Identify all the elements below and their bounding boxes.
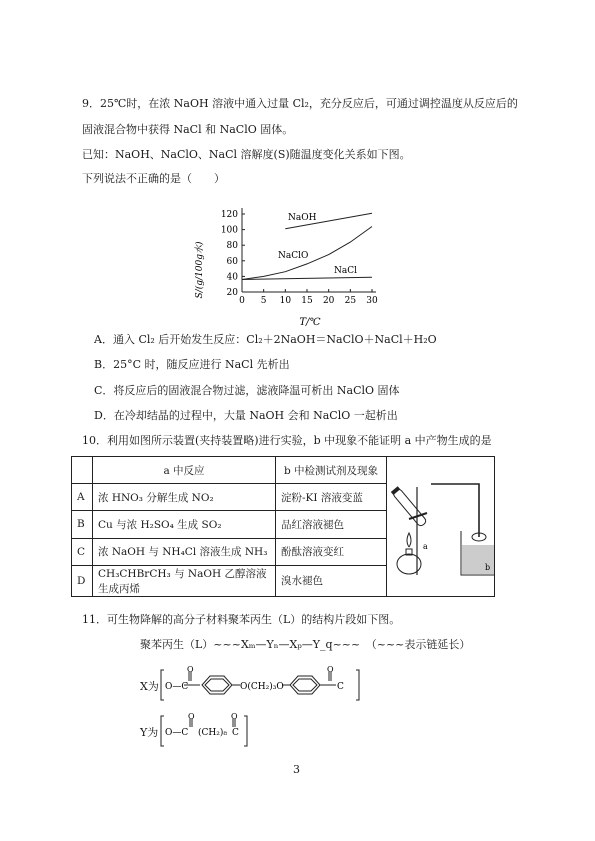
q9-line4: 下列说法不正确的是（ ）	[82, 172, 225, 185]
svg-text:O—C: O—C	[165, 728, 189, 738]
svg-text:O: O	[188, 712, 195, 721]
row-reaction: 浓 HNO₃ 分解生成 NO₂	[93, 484, 276, 511]
y-tick-label: 120	[220, 210, 238, 220]
x-tick-label: 25	[344, 296, 357, 306]
x-tick-label: 0	[239, 296, 245, 306]
x-tick-label: 5	[260, 296, 267, 306]
y-tick-label: 100	[220, 225, 238, 236]
svg-text:O: O	[187, 665, 194, 674]
row-label: D	[72, 565, 93, 596]
y-tick-label: 20	[226, 288, 238, 298]
row-detection: 酚酞溶液变红	[276, 538, 387, 565]
q9-line3: 已知：NaOH、NaClO、NaCl 溶解度(S)随温度变化关系如下图。	[82, 148, 411, 161]
x-middle: O(CH₂)₃O	[240, 682, 284, 692]
q11-formula: 聚苯丙生（L）~~~Xₘ—Yₙ—Xₚ—Y_q~~~ （~~~表示链延长）	[140, 638, 471, 651]
q11-stem: 11．可生物降解的高分子材料聚苯丙生（L）的结构片段如下图。	[82, 613, 401, 626]
x-structure	[160, 664, 360, 706]
svg-text:O—C: O—C	[165, 682, 189, 692]
table-header-row	[72, 457, 495, 484]
table-header-cell: b 中检测试剂及现象	[276, 457, 387, 484]
y-tick-label: 60	[226, 256, 238, 267]
q10-table	[71, 456, 495, 597]
q9-line1: 9．25℃时，在浓 NaOH 溶液中通入过量 Cl₂，充分反应后，可通过调控温度从反应后的	[82, 97, 518, 110]
table-header-cell: a 中反应	[93, 457, 276, 484]
svg-text:O: O	[327, 665, 334, 674]
y-label: Y为	[140, 726, 159, 739]
apparatus-cell	[387, 457, 495, 597]
series-label-naoh: NaOH	[288, 213, 317, 223]
row-reaction: 浓 NaOH 与 NH₄Cl 溶液生成 NH₃	[93, 538, 276, 565]
y-tick-label: 80	[226, 241, 238, 252]
q9-option-a: A．通入 Cl₂ 后开始发生反应：Cl₂＋2NaOH＝NaClO＋NaCl＋H₂O	[94, 333, 437, 346]
svg-text:C: C	[337, 682, 344, 692]
row-detection: 溴水褪色	[276, 565, 387, 596]
apparatus-diagram	[387, 457, 494, 593]
series-label-naclo: NaClO	[278, 251, 309, 261]
apparatus-label-a: a	[423, 542, 428, 551]
apparatus-label-b: b	[485, 563, 491, 572]
y-tick-label: 40	[226, 272, 238, 283]
series-label-nacl: NaCl	[334, 266, 358, 276]
row-reaction: CH₃CHBrCH₃ 与 NaOH 乙醇溶液生成丙烯	[93, 565, 276, 596]
q10-stem: 10．利用如图所示装置(夹持装置略)进行实验，b 中现象不能证明 a 中产物生成的是	[82, 434, 492, 447]
row-detection: 品红溶液褪色	[276, 511, 387, 538]
x-tick-label: 15	[301, 296, 313, 306]
row-reaction: Cu 与浓 H₂SO₄ 生成 SO₂	[93, 511, 276, 538]
x-label: X为	[140, 680, 159, 693]
row-label: B	[72, 511, 93, 538]
q9-line2: 固液混合物中获得 NaCl 和 NaClO 固体。	[82, 123, 294, 136]
row-label: A	[72, 484, 93, 511]
svg-text:O: O	[231, 712, 238, 721]
x-tick-label: 20	[322, 296, 335, 306]
table-header-cell	[72, 457, 93, 484]
page-number: 3	[293, 763, 300, 776]
q9-option-b: B．25°C 时，随反应进行 NaCl 先析出	[94, 358, 290, 371]
y-structure	[160, 710, 250, 750]
series-line-nacl	[242, 277, 372, 279]
q9-option-d: D．在冷却结晶的过程中，大量 NaOH 会和 NaClO 一起析出	[94, 409, 398, 422]
svg-text:C: C	[232, 728, 239, 738]
chart-xlabel: T/℃	[299, 317, 321, 328]
q9-option-c: C．将反应后的固液混合物过滤，滤液降温可析出 NaClO 固体	[94, 384, 400, 397]
chart-ylabel: S/(g/100g水)	[195, 241, 205, 299]
row-detection: 淀粉-KI 溶液变蓝	[276, 484, 387, 511]
row-label: C	[72, 538, 93, 565]
y-middle: (CH₂)₈	[198, 728, 227, 738]
solubility-chart	[190, 200, 400, 330]
x-tick-label: 30	[366, 296, 378, 306]
x-tick-label: 10	[279, 296, 292, 306]
